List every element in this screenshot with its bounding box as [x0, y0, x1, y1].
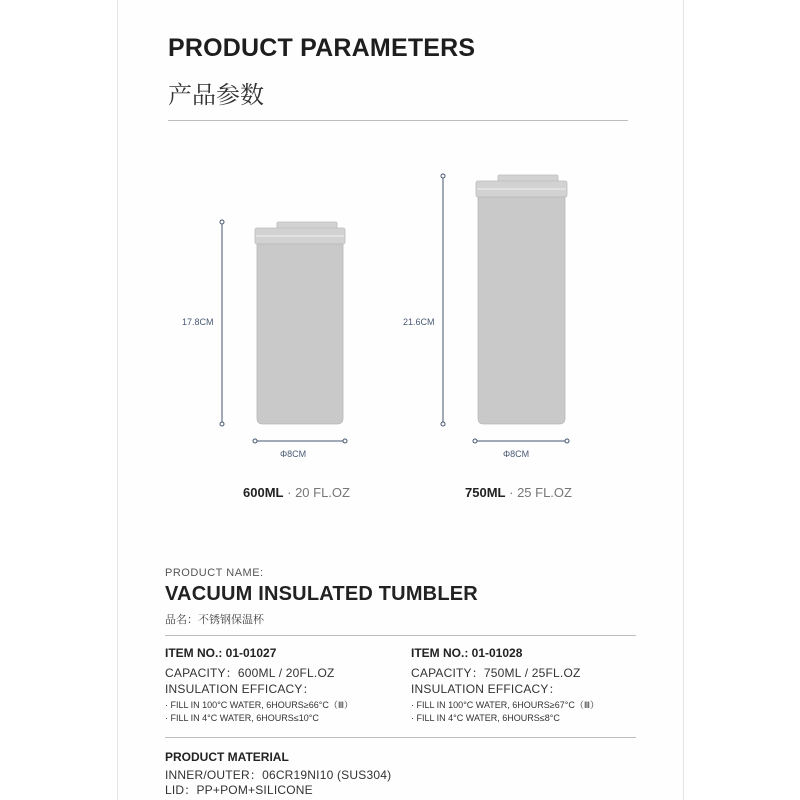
item-hot-spec-2: · FILL IN 100°C WATER, 6HOURS≥67°C（Ⅲ） — [411, 700, 600, 710]
item-cold-spec-1: · FILL IN 4°C WATER, 6HOURS≤10°C — [165, 713, 319, 723]
page-title-cn: 产品参数 — [168, 81, 264, 109]
item-efficacy-label-1: INSULATION EFFICACY： — [165, 682, 315, 696]
tumbler-diagram — [118, 0, 683, 460]
capacity-oz: 25 FL.OZ — [517, 485, 572, 500]
diameter-dimension-600ml — [253, 439, 347, 443]
product-name-cn: 品名：不锈钢保温杯 — [165, 613, 264, 626]
page-title: PRODUCT PARAMETERS — [168, 34, 476, 62]
height-label-750ml: 21.6CM — [403, 317, 435, 327]
item-cold-spec-2: · FILL IN 4°C WATER, 6HOURS≤8°C — [411, 713, 560, 723]
capacity-label-750ml — [465, 485, 572, 500]
item-capacity-1: CAPACITY：600ML / 20FL.OZ — [165, 666, 335, 680]
material-lid: LID：PP+POM+SILICONE — [165, 783, 313, 797]
product-name: VACUUM INSULATED TUMBLER — [165, 583, 478, 605]
diameter-label-600ml: Φ8CM — [280, 449, 307, 459]
capacity-oz: 20 FL.OZ — [295, 485, 350, 500]
diameter-dimension-750ml — [473, 439, 569, 443]
item-number-2: ITEM NO.: 01-01028 — [411, 646, 523, 660]
capacity-ml: 750ML — [465, 485, 506, 500]
spec-divider — [165, 737, 636, 738]
tumbler-750ml-body — [478, 197, 565, 424]
item-number-1: ITEM NO.: 01-01027 — [165, 646, 277, 660]
product-name-label: PRODUCT NAME: — [165, 567, 264, 579]
tumbler-600ml-drawing — [255, 222, 345, 424]
capacity-ml: 600ML — [243, 485, 284, 500]
height-label-600ml: 17.8CM — [182, 317, 214, 327]
item-hot-spec-1: · FILL IN 100°C WATER, 6HOURS≥66°C（Ⅲ） — [165, 700, 354, 710]
tumbler-600ml-body — [257, 244, 343, 424]
height-dimension-750ml — [441, 174, 445, 426]
material-inner-outer: INNER/OUTER：06CR19NI10 (SUS304) — [165, 768, 392, 782]
product-divider — [165, 635, 636, 636]
item-capacity-2: CAPACITY：750ML / 25FL.OZ — [411, 666, 581, 680]
height-dimension-600ml — [220, 220, 224, 426]
capacity-separator: · — [509, 485, 514, 500]
material-heading: PRODUCT MATERIAL — [165, 750, 289, 764]
item-efficacy-label-2: INSULATION EFFICACY： — [411, 682, 561, 696]
diameter-label-750ml: Φ8CM — [503, 449, 530, 459]
capacity-separator: · — [287, 485, 292, 500]
product-sheet — [117, 0, 684, 800]
capacity-label-600ml — [243, 485, 350, 500]
tumbler-750ml-drawing — [476, 175, 567, 424]
